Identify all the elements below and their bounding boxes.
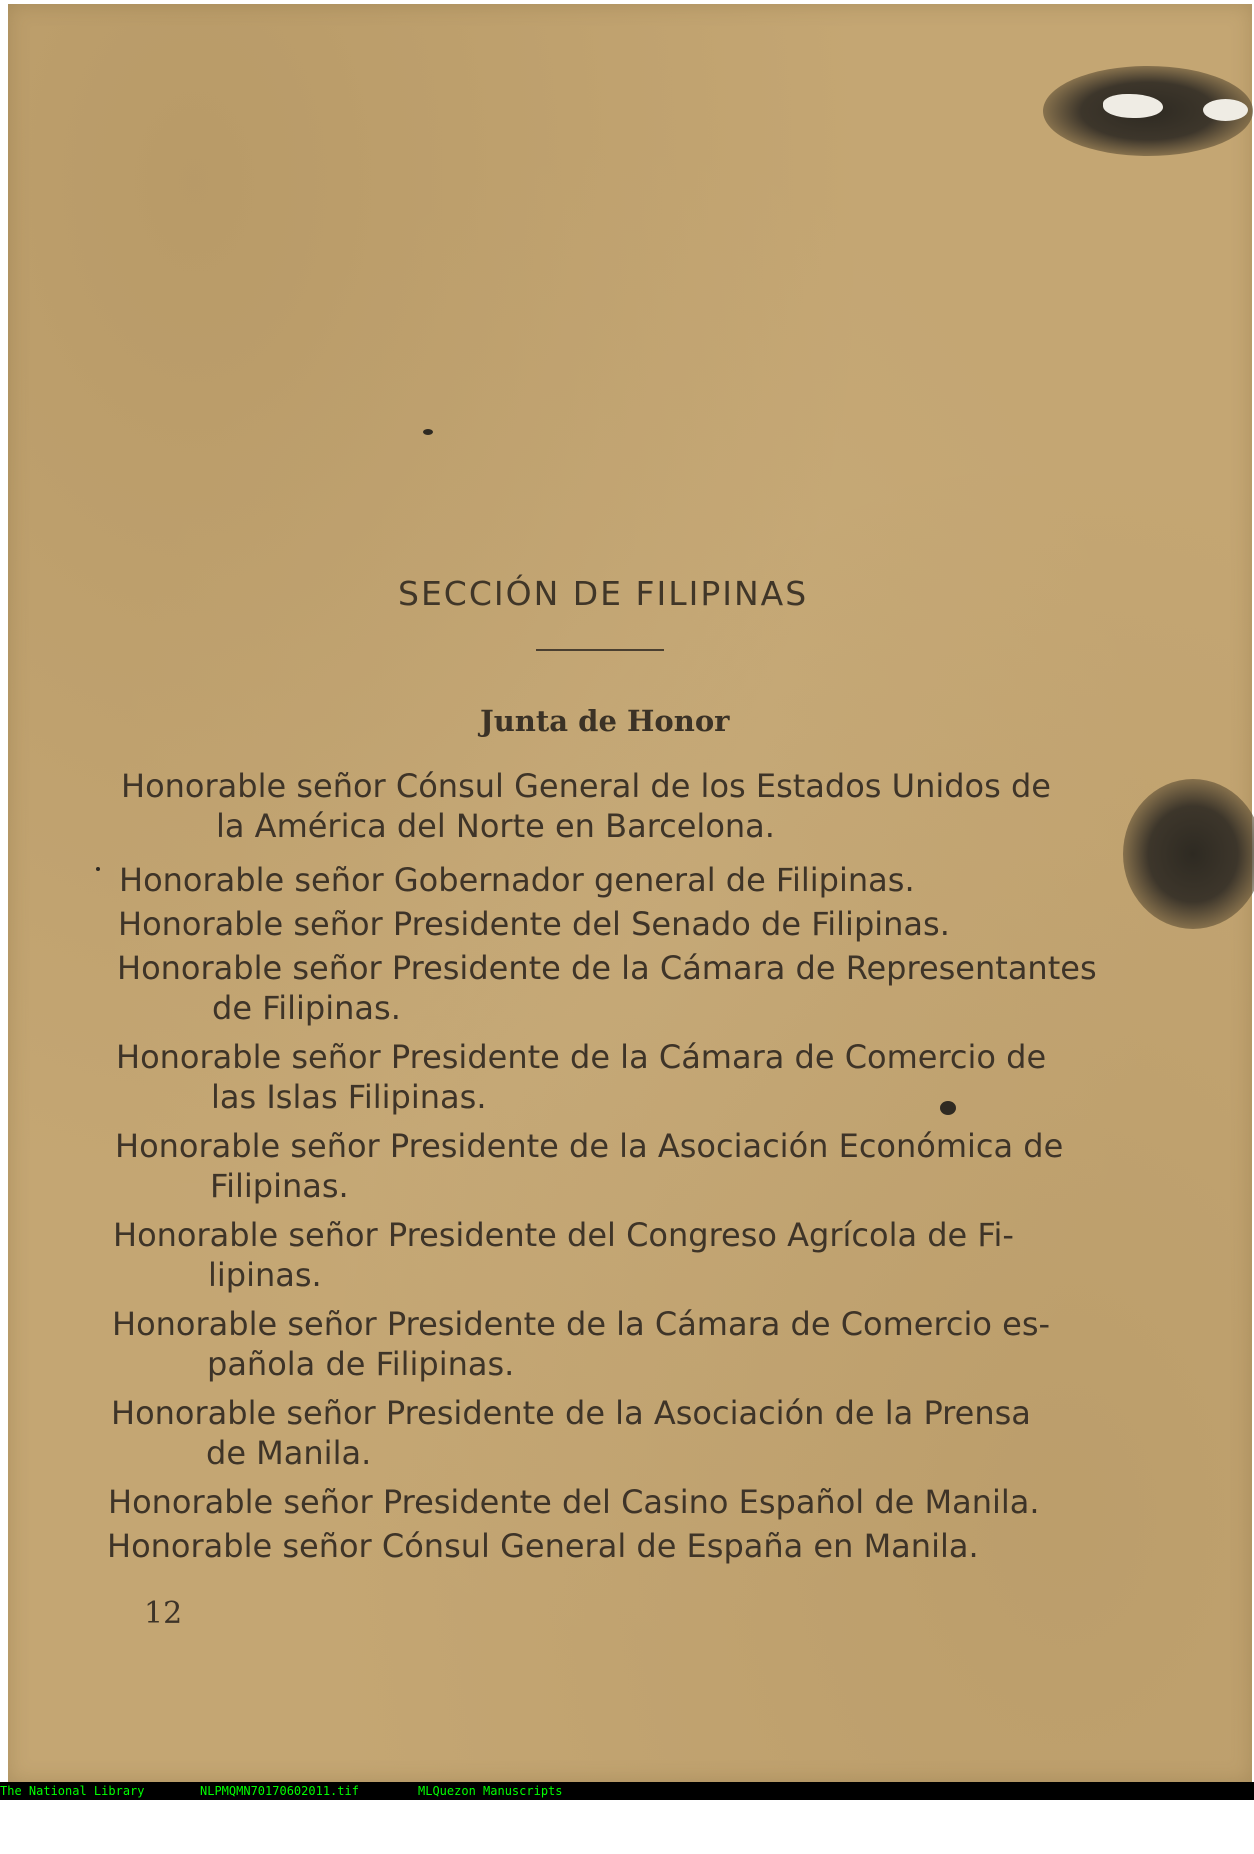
entry-continuation: de Manila. (206, 1434, 372, 1472)
entry-line: Honorable señor Presidente del Congreso Agrícola de Fi- (113, 1216, 1014, 1254)
list-item (119, 860, 915, 900)
ink-speck (96, 867, 100, 871)
entry-line: Honorable señor Presidente de la Cámara de Representantes (117, 949, 1097, 987)
footer-library: The National Library (0, 1784, 145, 1798)
ink-stain-right (1123, 779, 1254, 929)
scan-footer (0, 1782, 1254, 1800)
entry-continuation: lipinas. (208, 1256, 322, 1294)
list-item (111, 1393, 1031, 1473)
entry-line: Honorable señor Gobernador general de Filipinas. (119, 861, 915, 899)
paper-hole-top-right (1203, 99, 1248, 121)
list-item (121, 766, 1051, 846)
entry-line: Honorable señor Cónsul General de España en Manila. (107, 1527, 979, 1565)
subtitle: Junta de Honor (480, 704, 730, 738)
entry-line: Honorable señor Presidente de la Cámara de Comercio de (116, 1038, 1047, 1076)
entry-line: Honorable señor Presidente del Senado de Filipinas. (118, 905, 950, 943)
entry-continuation: de Filipinas. (212, 989, 401, 1027)
list-item (108, 1482, 1040, 1522)
list-item (116, 1037, 1046, 1117)
entry-line: Honorable señor Presidente de la Cámara de Comercio es- (112, 1305, 1051, 1343)
paper-hole-top (1103, 94, 1163, 118)
page-number: 12 (144, 1596, 183, 1631)
entry-line: Honorable señor Presidente del Casino Español de Manila. (108, 1483, 1040, 1521)
list-item (118, 904, 950, 944)
footer-file-name: NLPMQMN70170602011.tif (200, 1784, 359, 1798)
list-item (115, 1126, 1063, 1206)
entry-line: Honorable señor Presidente de la Asociación Económica de (115, 1127, 1064, 1165)
list-item (113, 1215, 1014, 1295)
entry-line: Honorable señor Presidente de la Asociación de la Prensa (111, 1394, 1031, 1432)
entry-continuation: pañola de Filipinas. (207, 1345, 515, 1383)
entry-continuation: Filipinas. (210, 1167, 349, 1205)
entry-continuation: las Islas Filipinas. (211, 1078, 487, 1116)
section-title: SECCIÓN DE FILIPINAS (398, 574, 809, 613)
entry-line: Honorable señor Cónsul General de los Estados Unidos de (121, 767, 1051, 805)
title-divider (536, 649, 664, 651)
ink-speck (423, 429, 433, 435)
list-item (117, 948, 1097, 1028)
entry-continuation: la América del Norte en Barcelona. (216, 807, 775, 845)
document-page (8, 4, 1252, 1782)
footer-collection: MLQuezon Manuscripts (418, 1784, 563, 1798)
list-item (107, 1526, 979, 1566)
list-item (112, 1304, 1050, 1384)
